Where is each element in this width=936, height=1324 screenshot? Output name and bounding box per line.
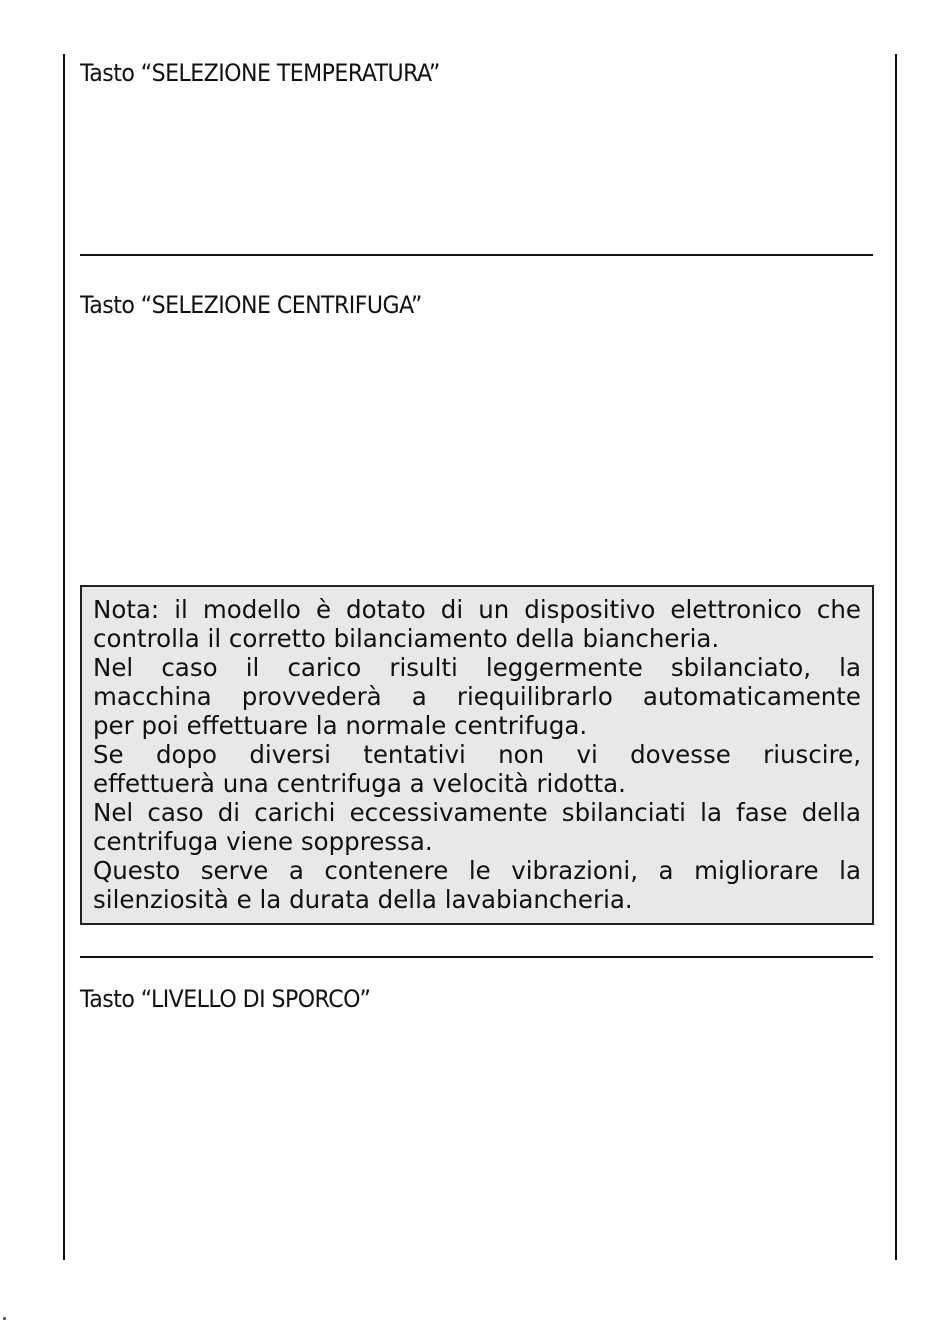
note-line: centrifuga viene soppressa. xyxy=(93,827,433,856)
scan-speck xyxy=(3,1317,6,1320)
note-line: effettuerà una centrifuga a velocità ridotta. xyxy=(93,769,626,798)
note-line: silenziosità e la durata della lavabiancheria. xyxy=(93,885,633,914)
note-box xyxy=(80,585,874,925)
section-divider xyxy=(80,254,873,256)
note-line: Nel caso il carico risulti leggermente sbilanciato, la xyxy=(93,653,861,682)
page-border-left xyxy=(63,54,65,1260)
page-border-right xyxy=(895,54,897,1260)
section-divider xyxy=(80,956,873,958)
note-line: controlla il corretto bilanciamento della biancheria. xyxy=(93,624,720,653)
note-line: Questo serve a contenere le vibrazioni, a migliorare la xyxy=(93,856,861,885)
section-title-temperatura: Tasto “SELEZIONE TEMPERATURA” xyxy=(80,59,440,87)
note-line: macchina provvederà a riequilibrarlo automaticamente xyxy=(93,682,861,711)
note-line: Nota: il modello è dotato di un dispositivo elettronico che xyxy=(93,595,861,624)
note-line: Nel caso di carichi eccessivamente sbilanciati la fase della xyxy=(93,798,861,827)
section-title-livello-sporco: Tasto “LIVELLO DI SPORCO” xyxy=(80,985,371,1013)
note-line: Se dopo diversi tentativi non vi dovesse riuscire, xyxy=(93,740,861,769)
note-line: per poi effettuare la normale centrifuga. xyxy=(93,711,588,740)
section-title-centrifuga: Tasto “SELEZIONE CENTRIFUGA” xyxy=(80,291,422,319)
